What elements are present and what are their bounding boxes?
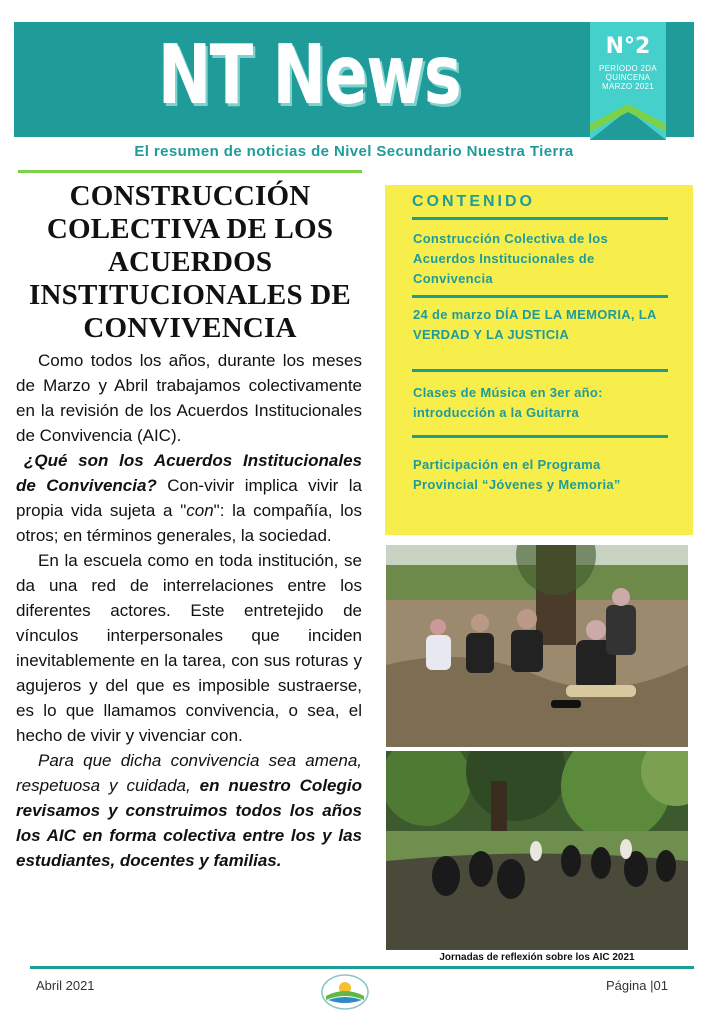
definition-con: con: [186, 501, 214, 520]
school-logo-icon: [320, 972, 370, 1012]
paragraph-intro: Como todos los años, durante los meses de Marzo y Abril trabajamos colectivamente en la revisión de los Acuerdos Institucionales de Convivencia (AIC).: [16, 351, 362, 445]
contents-item[interactable]: Clases de Música en 3er año: introducción a la Guitarra: [413, 385, 603, 420]
contents-divider: [412, 369, 668, 372]
footer-page-number: Página |01: [606, 978, 668, 993]
closing-bold: en nuestro Colegio revisamos y construimos todos los años los AIC en forma colectiva entre los y las estudiantes, docentes y familias.: [16, 776, 362, 870]
closing-italic: Para que dicha convivencia sea amena, respetuosa y cuidada,: [16, 751, 362, 795]
paragraph-school: En la escuela como en toda institución, se da una red de interrelaciones entre los diferentes actores. Este entretejido de vínculos interpersonales que inciden inevitablemente en la tarea, con sus roturas y agujeros y del que es imposible sustraerse, es lo que llamamos convivencia, o sea, el hecho de vivir y vivenciar con.: [16, 551, 362, 745]
newsletter-subtitle: El resumen de noticias de Nivel Secundario Nuestra Tierra: [134, 143, 574, 160]
contents-divider: [412, 295, 668, 298]
contents-item[interactable]: Participación en el Programa Provincial “Jóvenes y Memoria”: [413, 457, 621, 492]
contents-divider: [412, 435, 668, 438]
photo-students-circle-2: [386, 751, 688, 950]
contents-divider: [412, 217, 668, 220]
paragraph-closing: [16, 748, 362, 873]
contents-item[interactable]: 24 de marzo DÍA DE LA MEMORIA, LA VERDAD Y LA JUSTICIA: [413, 307, 657, 342]
article-body: [16, 348, 362, 873]
photo-students-circle-1: [386, 545, 688, 747]
contents-item[interactable]: Construcción Colectiva de los Acuerdos Institucionales de Convivencia: [413, 231, 609, 286]
issue-period: PERÍODO 2DA QUINCENA MARZO 2021: [599, 64, 657, 91]
contents-box: [385, 185, 693, 535]
divider: [18, 170, 362, 173]
photo-caption: Jornadas de reflexión sobre los AIC 2021: [439, 952, 635, 963]
footer-date: Abril 2021: [36, 978, 95, 993]
definition-text-b: ": la compañía, los otros; en términos generales, la sociedad.: [16, 501, 362, 545]
definition-text-a: Con-vivir implica vivir la propia vida sujeta a ": [16, 476, 362, 520]
masthead-title: NT News: [157, 28, 461, 123]
footer-divider: [30, 966, 694, 969]
issue-number: N°2: [605, 34, 651, 59]
question-text: ¿Qué son los Acuerdos Institucionales de Convivencia?: [16, 451, 362, 495]
article-title: CONSTRUCCIÓN COLECTIVA DE LOS ACUERDOS INSTITUCIONALES DE CONVIVENCIA: [29, 180, 351, 344]
contents-title: CONTENIDO: [412, 193, 535, 210]
paragraph-definition: [16, 448, 362, 548]
